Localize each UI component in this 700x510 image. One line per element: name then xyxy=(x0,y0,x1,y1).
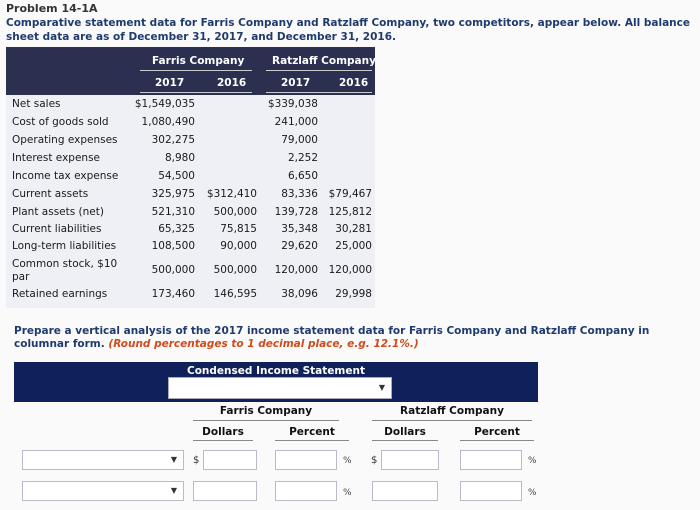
row-label: Cost of goods sold xyxy=(12,116,109,128)
cell-value: 521,310 xyxy=(151,206,195,218)
cell-value: $79,467 xyxy=(328,188,372,200)
year-header: 2016 xyxy=(339,77,369,89)
year-header: 2017 xyxy=(281,77,311,89)
header-divider xyxy=(140,70,252,71)
cell-value: 30,281 xyxy=(335,223,372,235)
col-header-farris: Farris Company xyxy=(219,405,313,417)
problem-intro: Comparative statement data for Farris Company and Ratzlaff Company, two competitors, appear below. All balance sheet data are as of December 31, 2017, and December 31, 2016. xyxy=(6,17,690,43)
cell-value: 25,000 xyxy=(335,240,372,252)
cell-value: 2,252 xyxy=(287,152,318,164)
farris-percent-input[interactable] xyxy=(275,481,337,501)
cell-value: 83,336 xyxy=(281,188,318,200)
cell-value: 500,000 xyxy=(213,206,257,218)
cell-value: 120,000 xyxy=(274,264,318,276)
header-divider xyxy=(140,92,252,93)
ratzlaff-dollars-input[interactable] xyxy=(381,450,439,470)
instruction-text xyxy=(14,325,694,351)
ratzlaff-dollars-input[interactable] xyxy=(372,481,438,501)
cell-value: $312,410 xyxy=(206,188,257,200)
col-underline xyxy=(460,440,534,441)
chevron-down-icon: ▼ xyxy=(170,455,177,464)
row-label: Net sales xyxy=(12,98,61,110)
cis-title: Condensed Income Statement xyxy=(187,365,365,377)
cell-value: 38,096 xyxy=(281,288,318,300)
col-header-percent: Percent xyxy=(289,426,335,438)
cell-value: 146,595 xyxy=(213,288,257,300)
row-label: Current liabilities xyxy=(12,223,102,235)
year-header: 2016 xyxy=(217,77,247,89)
dollar-sign: $ xyxy=(371,455,378,466)
cell-value: 29,998 xyxy=(335,288,372,300)
chevron-down-icon: ▼ xyxy=(170,486,177,495)
account-select[interactable] xyxy=(22,481,184,501)
cell-value: 75,815 xyxy=(220,223,257,235)
percent-sign: % xyxy=(343,456,352,466)
header-divider xyxy=(266,92,372,93)
header-ratzlaff: Ratzlaff Company xyxy=(272,55,376,67)
cell-value: 54,500 xyxy=(158,170,195,182)
cell-value: 139,728 xyxy=(274,206,318,218)
row-label: Operating expenses xyxy=(12,134,118,146)
farris-percent-input[interactable] xyxy=(275,450,337,470)
ratzlaff-percent-input[interactable] xyxy=(460,481,522,501)
year-header: 2017 xyxy=(155,77,185,89)
cell-value: $339,038 xyxy=(267,98,318,110)
row-label: Long-term liabilities xyxy=(12,240,117,252)
cell-value: 302,275 xyxy=(151,134,195,146)
cell-value: 325,975 xyxy=(151,188,195,200)
row-label: Plant assets (net) xyxy=(12,206,104,218)
row-label: Retained earnings xyxy=(12,288,108,300)
percent-sign: % xyxy=(528,456,537,466)
col-header-dollars: Dollars xyxy=(384,426,426,438)
cell-value: 173,460 xyxy=(151,288,195,300)
ratzlaff-percent-input[interactable] xyxy=(460,450,522,470)
row-label: Current assets xyxy=(12,188,89,200)
dollar-sign: $ xyxy=(193,455,200,466)
col-underline xyxy=(275,440,349,441)
row-label: Income tax expense xyxy=(12,170,119,182)
cell-value: 29,620 xyxy=(281,240,318,252)
col-header-ratzlaff: Ratzlaff Company xyxy=(400,405,504,417)
cell-value: 65,325 xyxy=(158,223,195,235)
percent-sign: % xyxy=(528,488,537,498)
chevron-down-icon: ▼ xyxy=(378,383,385,392)
cell-value: $1,549,035 xyxy=(134,98,195,110)
cell-value: 500,000 xyxy=(213,264,257,276)
cell-value: 6,650 xyxy=(287,170,318,182)
rounding-hint: (Round percentages to 1 decimal place, e.g. 12.1%.) xyxy=(108,338,419,350)
col-underline xyxy=(193,440,253,441)
percent-sign: % xyxy=(343,488,352,498)
header-farris: Farris Company xyxy=(152,55,245,67)
cell-value: 120,000 xyxy=(328,264,372,276)
account-select[interactable] xyxy=(22,450,184,470)
cell-value: 1,080,490 xyxy=(141,116,195,128)
problem-title: Problem 14-1A xyxy=(6,2,98,15)
header-divider xyxy=(266,70,372,71)
cell-value: 125,812 xyxy=(328,206,372,218)
instruction-main: Prepare a vertical analysis of the 2017 income statement data for Farris Company and Ratzlaff Company in columnar form. xyxy=(14,325,650,350)
col-underline xyxy=(193,420,339,421)
cell-value: 108,500 xyxy=(151,240,195,252)
farris-dollars-input[interactable] xyxy=(203,450,257,470)
farris-dollars-input[interactable] xyxy=(193,481,257,501)
heading-select[interactable] xyxy=(168,377,392,399)
col-underline xyxy=(372,420,532,421)
row-label: Interest expense xyxy=(12,152,100,164)
cell-value: 79,000 xyxy=(281,134,318,146)
col-header-percent: Percent xyxy=(474,426,520,438)
cell-value: 8,980 xyxy=(164,152,195,164)
cell-value: 500,000 xyxy=(151,264,195,276)
col-header-dollars: Dollars xyxy=(202,426,244,438)
row-label: Common stock, $10 par xyxy=(12,258,118,283)
cell-value: 90,000 xyxy=(220,240,257,252)
col-underline xyxy=(372,440,438,441)
cell-value: 241,000 xyxy=(274,116,318,128)
cell-value: 35,348 xyxy=(281,223,318,235)
